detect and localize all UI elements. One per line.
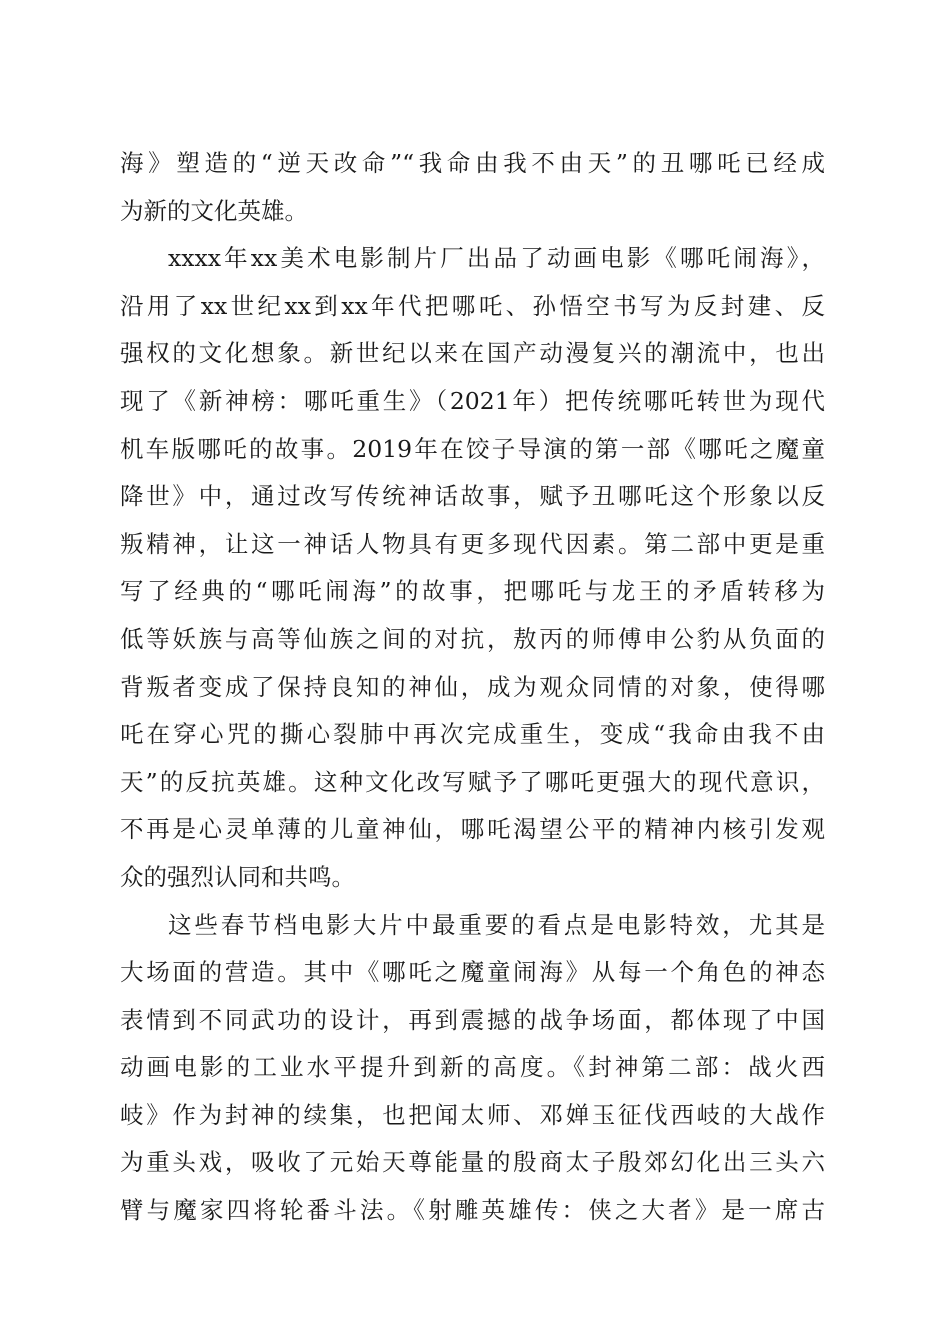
- text-line: 不再是心灵单薄的儿童神仙，哪吒渴望公平的精神内核引发观: [120, 815, 825, 844]
- text-line: 写了经典的“哪吒闹海”的故事，把哪吒与龙王的矛盾转移为: [120, 577, 825, 606]
- text-line: 海》塑造的“逆天改命”“我命由我不由天”的丑哪吒已经成: [120, 149, 825, 177]
- text-line: 吒在穿心咒的撕心裂肺中再次完成重生，变成“我命由我不由: [120, 720, 825, 749]
- text-line: 岐》作为封神的续集，也把闻太师、邓婵玉征伐西岐的大战作: [120, 1100, 825, 1129]
- text-line: 动画电影的工业水平提升到新的高度。《封神第二部：战火西: [120, 1053, 825, 1082]
- text-line: 机车版哪吒的故事。2019年在饺子导演的第一部《哪吒之魔童: [120, 434, 825, 463]
- text-line: 强权的文化想象。新世纪以来在国产动漫复兴的潮流中，也出: [120, 339, 825, 368]
- text-line: 现了《新神榜：哪吒重生》（2021年）把传统哪吒转世为现代: [120, 386, 825, 415]
- text-line: 表情到不同武功的设计，再到震撼的战争场面，都体现了中国: [120, 1005, 825, 1034]
- text-line: 臂与魔家四将轮番斗法。《射雕英雄传：侠之大者》是一席古: [120, 1196, 825, 1225]
- text-line: 背叛者变成了保持良知的神仙，成为观众同情的对象，使得哪: [120, 672, 825, 701]
- text-line: 天”的反抗英雄。这种文化改写赋予了哪吒更强大的现代意识，: [120, 767, 825, 796]
- text-line: xxxx年xx美术电影制片厂出品了动画电影《哪吒闹海》，: [168, 244, 825, 273]
- text-line: 这些春节档电影大片中最重要的看点是电影特效，尤其是: [168, 910, 825, 939]
- text-line: 降世》中，通过改写传统神话故事，赋予丑哪吒这个形象以反: [120, 482, 825, 511]
- body-text: [120, 140, 825, 1235]
- text-line: 沿用了xx世纪xx到xx年代把哪吒、孙悟空书写为反封建、反: [120, 291, 825, 320]
- text-line: 为新的文化英雄。: [120, 196, 308, 225]
- text-line: 为重头戏，吸收了元始天尊能量的殷商太子殷郊幻化出三头六: [120, 1148, 825, 1177]
- text-line: 众的强烈认同和共鸣。: [120, 862, 355, 891]
- text-line: 低等妖族与高等仙族之间的对抗，敖丙的师傅申公豹从负面的: [120, 624, 825, 653]
- text-line: 叛精神，让这一神话人物具有更多现代因素。第二部中更是重: [120, 529, 825, 558]
- text-line: 大场面的营造。其中《哪吒之魔童闹海》从每一个角色的神态: [120, 958, 825, 987]
